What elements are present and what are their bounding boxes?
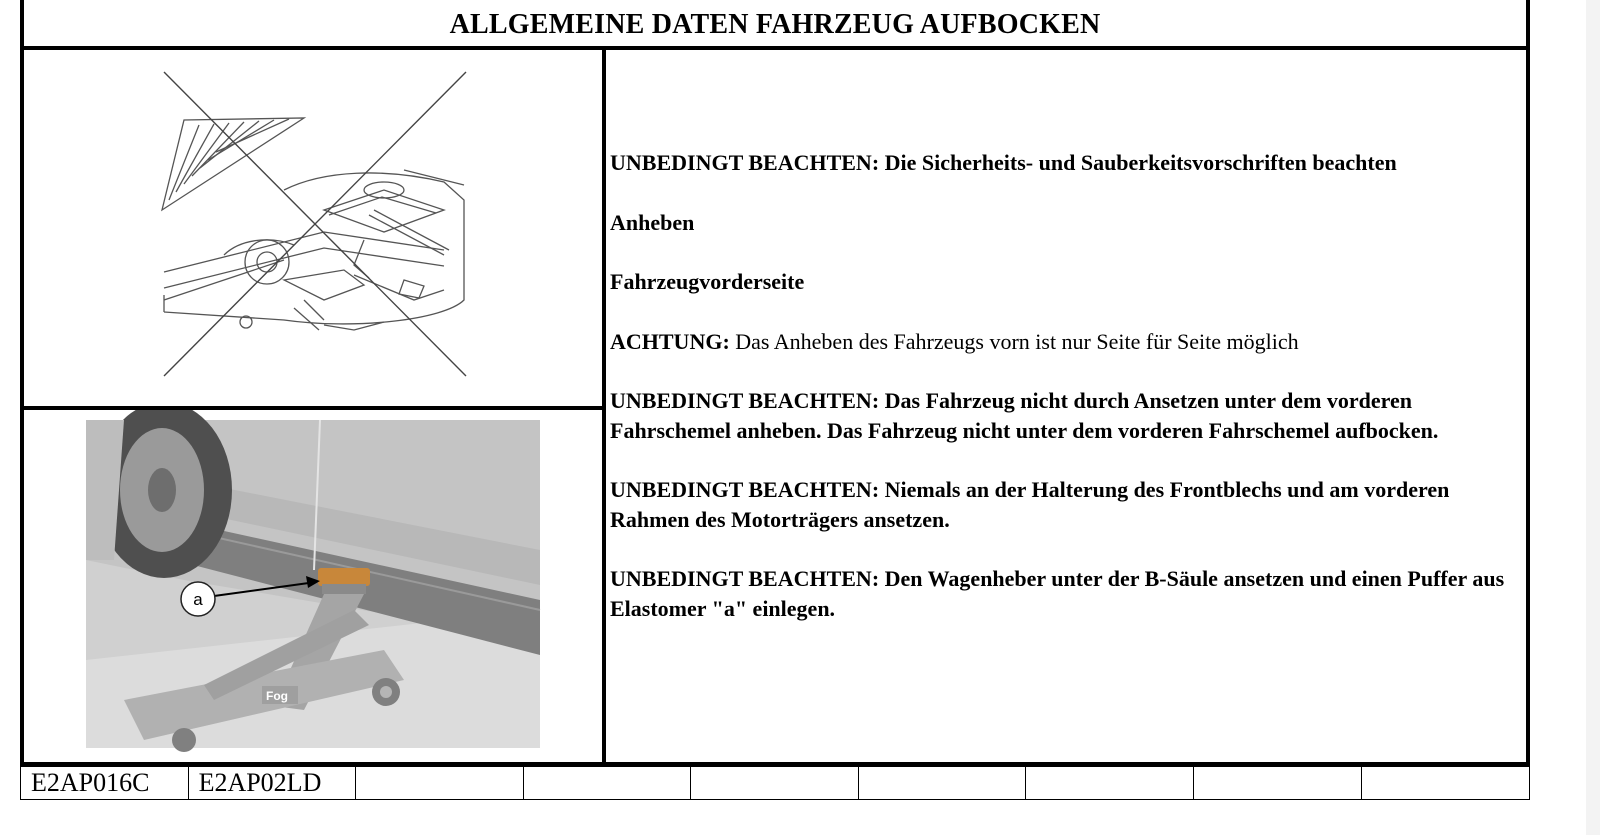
- paragraph-text: Das Fahrzeug nicht durch Ansetzen unter dem vorderen Fahrschemel anheben. Das Fahrzeug nicht unter dem vorderen Fahrschemel aufbocken.: [610, 388, 1439, 443]
- instruction-paragraph: [610, 267, 1520, 297]
- vertical-scrollbar[interactable]: [1586, 0, 1600, 835]
- instructions-column: [610, 50, 1528, 762]
- reference-cell: E2AP016C: [21, 767, 189, 799]
- paragraph-text: Das Anheben des Fahrzeugs vorn ist nur Seite für Seite möglich: [729, 328, 1299, 354]
- reference-cell: E2AP02LD: [189, 767, 357, 799]
- instruction-paragraph: [610, 475, 1520, 534]
- paragraph-text: Die Sicherheits- und Sauberkeitsvorschriften beachten: [879, 150, 1397, 175]
- paragraph-text: Den Wagenheber unter der B-Säule ansetzen und einen Puffer aus Elastomer "a" einlegen.: [610, 566, 1505, 621]
- callout-a-label: a: [193, 590, 203, 609]
- reference-cell: [524, 767, 692, 799]
- crossed-out-underbody-lifting-drawing-icon: [24, 50, 602, 406]
- jack-brand-label: Fog: [266, 689, 288, 703]
- instruction-paragraph: [610, 386, 1520, 445]
- reference-cell: [691, 767, 859, 799]
- reference-cell: [1362, 767, 1530, 799]
- paragraph-lead: Anheben: [610, 209, 695, 235]
- paragraph-lead: ACHTUNG:: [610, 328, 730, 354]
- instruction-paragraph: [610, 564, 1520, 623]
- instruction-paragraph: [610, 208, 1520, 238]
- reference-cell: [1194, 767, 1362, 799]
- paragraph-text: Niemals an der Halterung des Frontblechs und am vorderen Rahmen des Motorträgers ansetzen.: [610, 477, 1450, 532]
- page-title: ALLGEMEINE DATEN FAHRZEUG AUFBOCKEN: [24, 0, 1526, 50]
- paragraph-lead: Fahrzeugvorderseite: [610, 269, 805, 294]
- reference-cell: [859, 767, 1027, 799]
- paragraph-lead: UNBEDINGT BEACHTEN:: [610, 388, 880, 413]
- instruction-paragraph: [610, 148, 1520, 178]
- reference-cell: [356, 767, 524, 799]
- figure-column: [24, 50, 606, 762]
- paragraph-lead: UNBEDINGT BEACHTEN:: [610, 150, 880, 175]
- reference-cell: [1026, 767, 1194, 799]
- reference-table: [20, 766, 1530, 800]
- instruction-paragraph: [610, 327, 1520, 357]
- paragraph-lead: UNBEDINGT BEACHTEN:: [610, 566, 880, 591]
- floor-jack-under-sill-photo-icon: [24, 410, 602, 762]
- figure-forbidden-lifting: [24, 50, 602, 410]
- paragraph-lead: UNBEDINGT BEACHTEN:: [610, 477, 880, 502]
- instruction-text: [610, 148, 1520, 653]
- procedure-sheet: [20, 0, 1530, 766]
- figure-jack-position: [24, 410, 602, 762]
